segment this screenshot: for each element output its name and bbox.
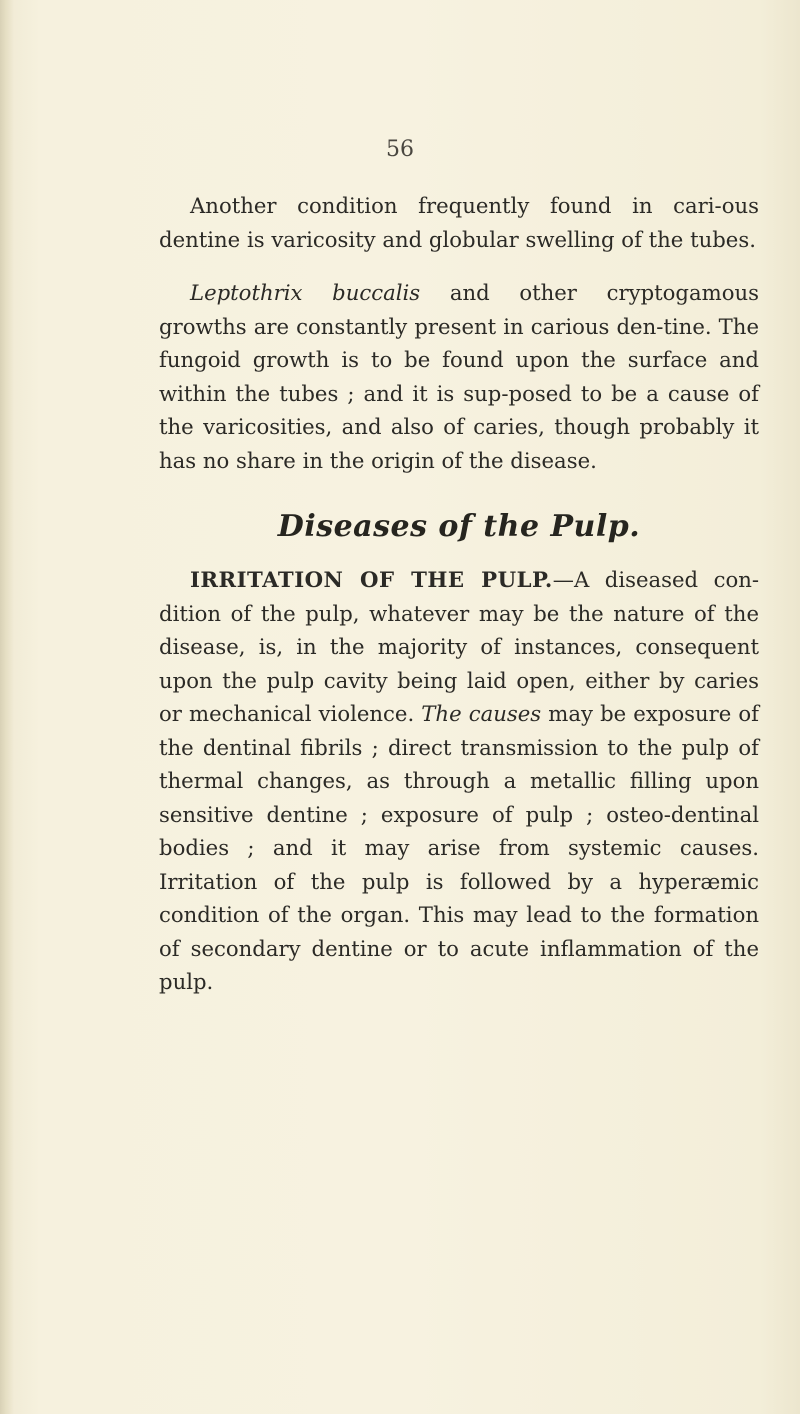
section-title: Diseases of the Pulp. (277, 509, 641, 544)
irritation-text-a: —A diseased con-dition of the pulp, whatever may be the nature of the disease, is, in the majority of instances, consequent upon the pulp cavity being laid open, either by caries or mechanical violence. (159, 567, 760, 726)
text-column (159, 189, 759, 999)
causes-term: The causes (421, 701, 542, 726)
paragraph-varicosity: Another condition frequently found in cari-ous dentine is varicosity and globular swelling of the tubes. (159, 193, 759, 252)
irritation-text-b: may be exposure of the dentinal fibrils ; direct transmission to the pulp of thermal changes, as through a metallic filling upon sensitive dentine ; exposure of pulp ; osteo-dentinal bodies ; and it may arise from systemic causes. Irritation of the pulp is followed by a hyperæmic condition of the organ. This may lead to the formation of secondary dentine or to acute inflammation of the pulp. (159, 701, 759, 994)
leptothrix-term: Leptothrix buccalis (190, 280, 421, 305)
paragraph-irritation (159, 563, 759, 999)
irritation-heading: IRRITATION OF THE PULP. (190, 567, 553, 592)
leptothrix-text: and other cryptogamous growths are constantly present in carious den-tine. The fungoid growth is to be found upon the surface and within the tubes ; and it is sup-posed to be a cause of the varicosities, and also of caries, though probably it has no share in the origin of the disease. (159, 280, 759, 473)
paragraph-leptothrix (159, 276, 759, 477)
page-gutter (0, 0, 14, 1414)
page-number: 56 (386, 137, 414, 162)
